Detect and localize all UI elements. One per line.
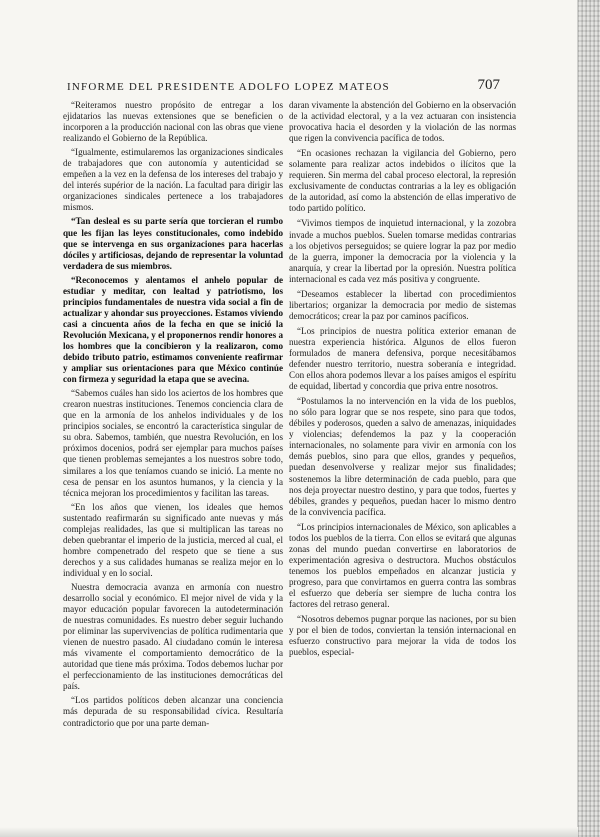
book-edge-pages <box>578 0 600 837</box>
paragraph-politica-exterior: “Los principios de nuestra política exterior emanan de nuestra experiencia histórica. Algunos de ellos fueron formulados de manera defensiva, porque necesitábamos defender nuestro territorio, nuestra soberanía e integridad. Con ellos ahora podemos llevar a los países amigos el espíritu de equidad, libertad y concordia que priva entre nosotros. <box>289 325 516 392</box>
paragraph-continuation: daran vivamente la abstención del Gobierno en la observación de la actividad electoral, y a la vez actuaran con insistencia provocativa hacia el desorden y la violación de las normas que rigen la convivencia pacífica de todos. <box>289 100 516 144</box>
paragraph-partidos: “Los partidos políticos deben alcanzar una conciencia más depurada de su responsabilidad cívica. Resultaría contradictorio que por una parte deman- <box>63 695 283 728</box>
paragraph-principios: “Los principios internacionales de México, son aplicables a todos los pueblos de la tierra. Con ellos se evitará que algunas zonas del mundo puedan convertirse en laboratorios de experimentación agresiva o destructora. Muchos obstáculos tenemos los pueblos empeñados en alcanzar justicia y progreso, para que convirtamos en guerra contra las sombras el esfuerzo que debería ser siempre de lucha contra los factores del retraso general. <box>289 521 516 610</box>
running-header <box>67 79 500 97</box>
paragraph-desleal: “Tan desleal es su parte sería que torcieran el rumbo que les fijan las leyes constitucionales, como indebido que se intervenga en sus organizaciones para hacerlas dóciles y artificiosas, dejando de representar la voluntad verdadera de sus miembros. <box>63 216 283 271</box>
paragraph-vigilancia: “En ocasiones rechazan la vigilancia del Gobierno, pero solamente para realizar actos indebidos o ilícitos que la requieren. Sin merma del cabal proceso electoral, la represión exclusivamente de conductas contrarias a la ley es obligación de la autoridad, así como la abstención de ellas imperativo de todo partido político. <box>289 148 516 214</box>
paragraph-democracia: Nuestra democracia avanza en armonía con nuestro desarrollo social y económico. El mejor nivel de vida y la mayor educación popular favorecen la autodeterminación de nuestras comunidades. Es nuestro deber seguir luchando por eliminar las supervivencias de política rudimentaria que vienen de nuestro pasado. Al ciudadano común le interesa más vivamente el comportamiento democrático de la autoridad que tiene más próxima. Todos debemos luchar por el perfeccionamiento de las instituciones democráticas del país. <box>63 581 283 692</box>
left-text-column <box>63 100 283 808</box>
paragraph-sindicales: “Igualmente, estimularemos las organizaciones sindicales de trabajadores que con autonomía y autenticidad se empeñen a la vez en la defensa de los intereses del trabajo y del interés supérior de la nación. La facultad para dirigir las organizaciones sindicales pertenece a los trabajadores mismos. <box>63 147 283 213</box>
paragraph-ejidatarios: “Reiteramos nuestro propósito de entregar a los ejidatarios las nuevas extensiones que se beneficien o incorporen a la producción nacional con las obras que viene realizando el Gobierno de la República. <box>63 100 283 144</box>
paragraph-no-intervencion: “Postulamos la no intervención en la vida de los pueblos, no sólo para lograr que se nos respete, sino para que todos, débiles y poderosos, queden a salvo de amenazas, iniquidades y violencias; defendemos la paz y la cooperación internacionales, no solamente para vivir en armonía con los demás pueblos, sino para que ellos, grandes y pequeños, puedan desenvolverse y realizar mejor sus finalidades; sostenemos la libre determinación de cada pueblo, para que nos deja proyectar nuestro destino, y para que todos, fuertes y débiles, grandes y pequeños, puedan hacer lo mismo dentro de la convivencia pacífica. <box>289 396 516 517</box>
paragraph-libertad: “Deseamos establecer la libertad con procedimientos libertarios; organizar la democracia por medio de sistemas democráticos; crear la paz por caminos pacíficos. <box>289 288 516 321</box>
page-number: 707 <box>477 77 500 93</box>
right-text-column <box>289 100 516 808</box>
paragraph-naciones: “Nosotros debemos pugnar porque las naciones, por su bien y por el bien de todos, conviertan la tensión internacional en esfuerzo constructivo para mejorar la vida de todos los pueblos, especial- <box>289 614 516 658</box>
paragraph-ideales: “En los años que vienen, los ideales que hemos sustentado reafirmarán su significado ante nuevas y más complejas realidades, las que si multiplican las tareas no deben quebrantar el imperio de la justicia, merced al cual, el hombre compenetrado del respeto que se tiene a sus derechos y a sus calidades humanas se realiza mejor en lo individual y en lo social. <box>63 501 283 578</box>
running-header-title: INFORME DEL PRESIDENTE ADOLFO LOPEZ MATEOS <box>67 81 390 93</box>
paragraph-inquietud: “Vivimos tiempos de inquietud internacional, y la zozobra invade a muchos pueblos. Suelen tomarse medidas contrarias a los objetivos perseguidos; se quiere lograr la paz por medio de la guerra, imponer la democracia por la violencia y la anarquía, y crear la libertad por la opresión. Nuestra política internacional es cada vez más positiva y congruente. <box>289 218 516 284</box>
page-bottom-shadow <box>0 827 578 837</box>
paragraph-aciertos: “Sabemos cuáles han sido los aciertos de los hombres que crearon nuestras instituciones. Tenemos conciencia clara de que en la armonía de los anhelos individuales y de los principios sociales, se encontró la característica singular de su obra. Sabemos, también, que nuestra Revolución, en los próximos docenios, podrá ser ejemplar para muchos países que tienen problemas semejantes a los nuestros sobre todo, similares a los que teníamos cuando se inició. La mente no cesa de pensar en los asuntos humanos, y la ciencia y la técnica mejoran los procedimientos y facilitan las tareas. <box>63 388 283 498</box>
paragraph-anhelo-popular: “Reconocemos y alentamos el anhelo popular de estudiar y meditar, con lealtad y patriotismo, los principios fundamentales de nuestra vida social a fin de actualizar y ahondar sus proyecciones. Estamos viviendo casi a cincuenta años de la fecha en que se inició la Revolución Mexicana, y el proponernos rendir honores a los hombres que la concibieron y la realizaron, como debido tributo patrio, estimamos conveniente reafirmar y ampliar sus orientaciones para que México continúe con firmeza y seguridad la etapa que se avecina. <box>63 274 283 385</box>
